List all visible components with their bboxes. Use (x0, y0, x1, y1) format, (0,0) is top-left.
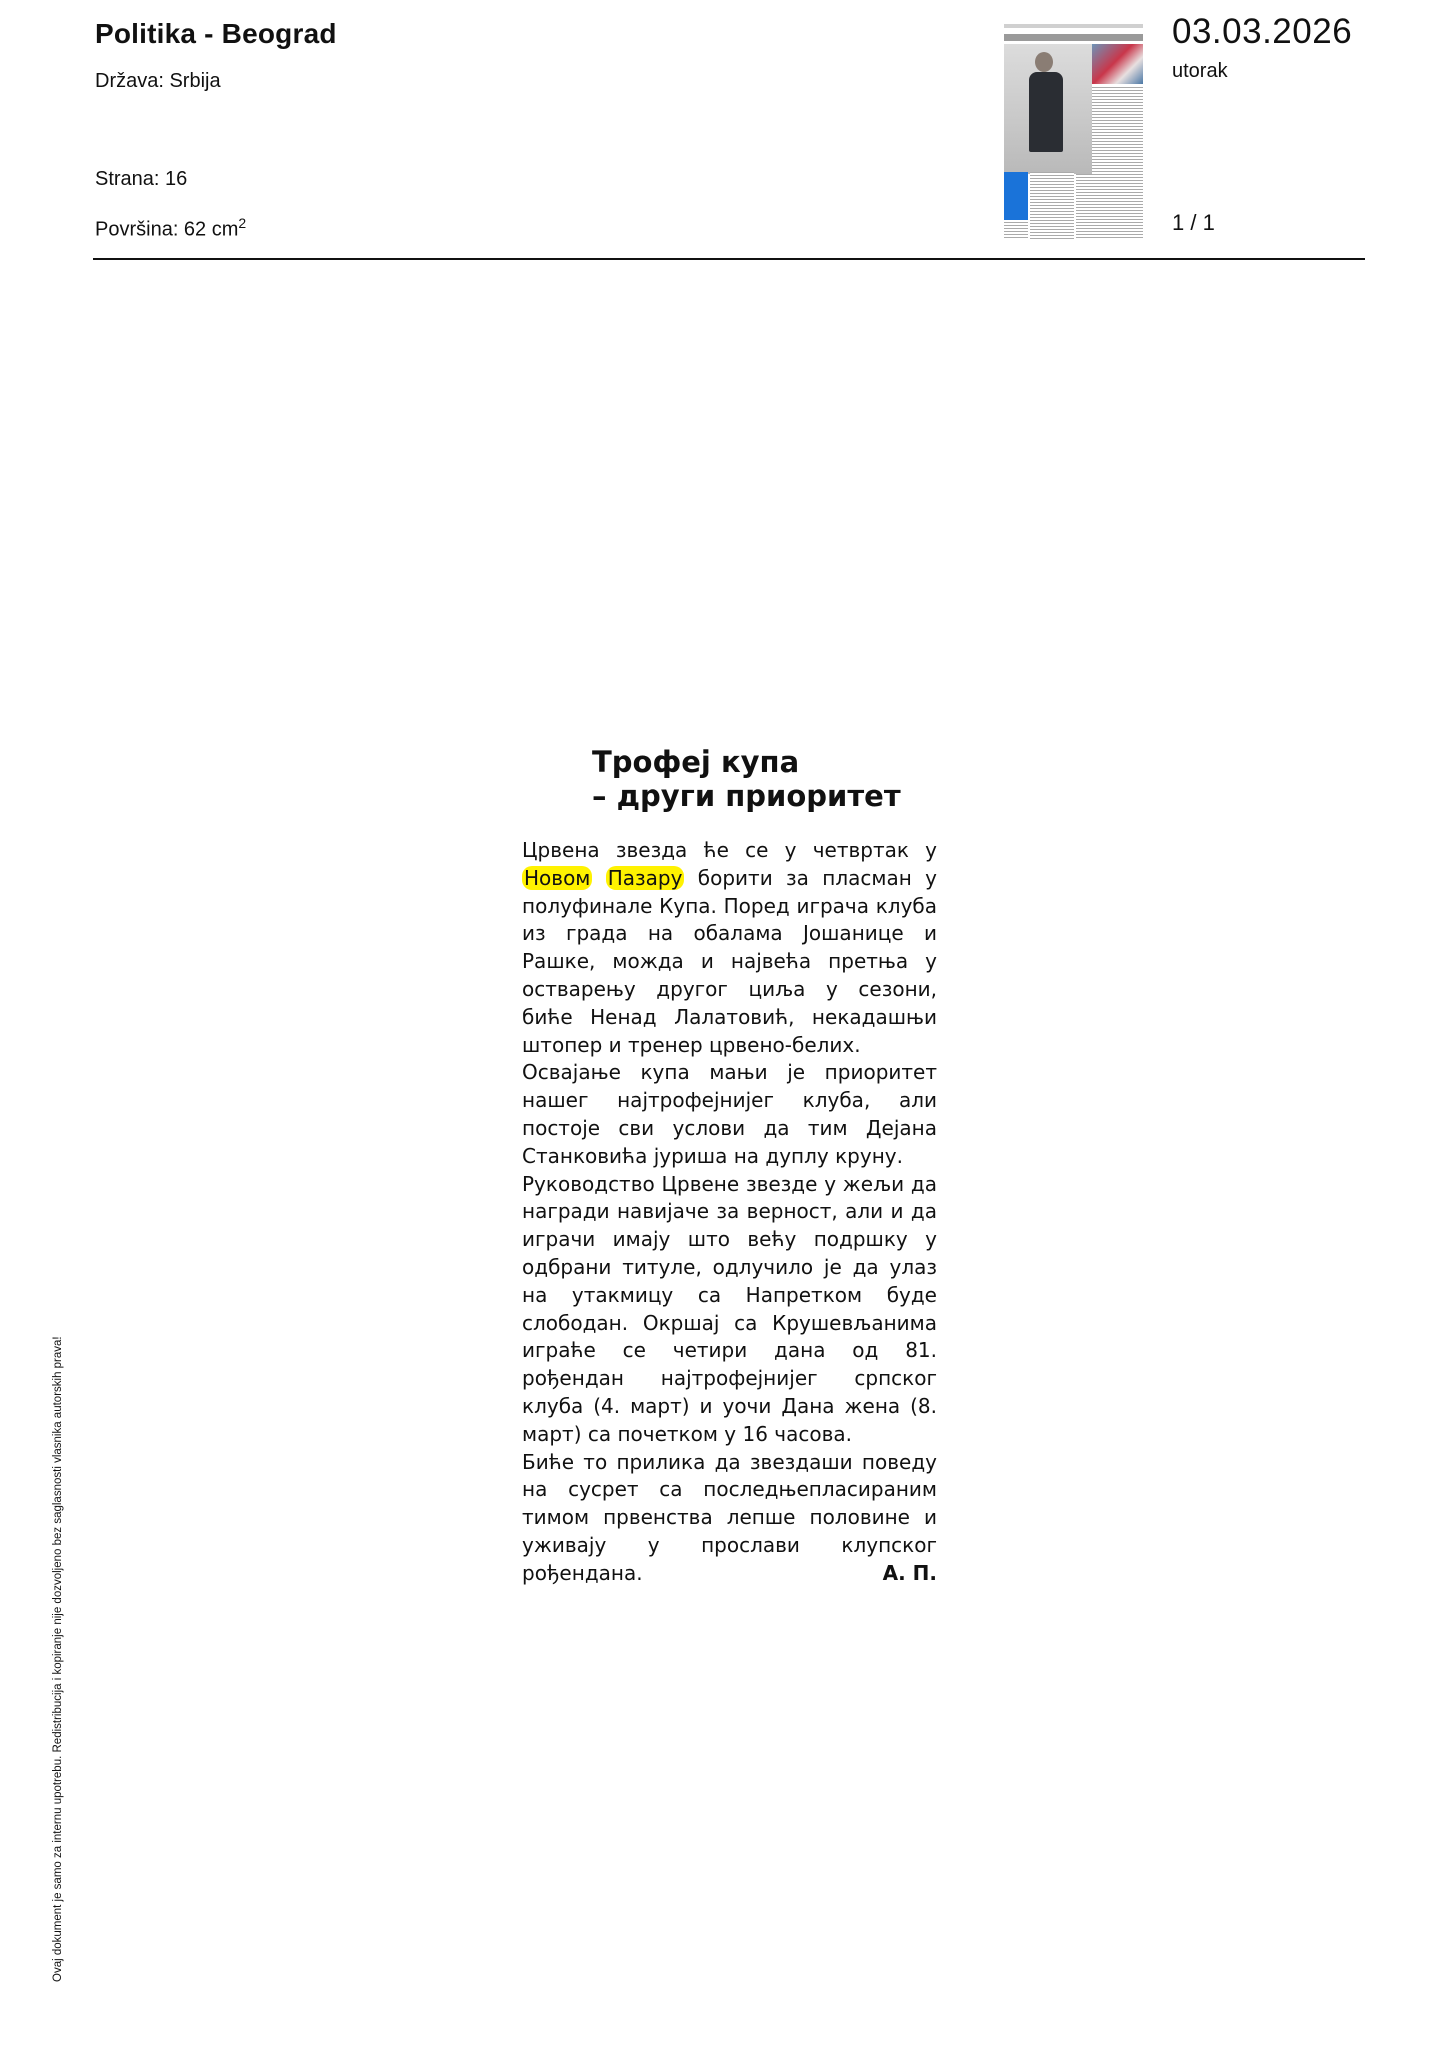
article-paragraph: Руководство Црвене звезде у жељи да награди навијаче за верност, али и да играчи имају што већу подршку у одбрани титуле, одлучило је да улаз на утакмицу са Напретком буде слободан. Окршај са Крушевљанима играће се четири дана од 81. рођендан најтрофејнијег српског клуба (4. март) и уочи Дана жена (8. март) са почетком у 16 часова. (522, 1171, 937, 1446)
thumbnail-person-head (1035, 52, 1053, 72)
page-counter: 1 / 1 (1172, 210, 1215, 235)
thumbnail-headline (1004, 34, 1143, 41)
article-title (592, 745, 937, 813)
thumbnail-masthead (1004, 24, 1143, 28)
article-title-line2: – други приоритет (592, 779, 901, 813)
paragraph-text: Биће то прилика да звездаши поведу на сусрет са последњепласираним тимом првенства лепше половине и уживају у прослави клупског рођендана. (522, 1449, 937, 1585)
area-text: Površina: 62 cm (95, 218, 239, 241)
thumbnail-person-body (1029, 72, 1063, 152)
article-paragraph: Освајање купа мањи је приоритет нашег најтрофејнијег клуба, али постоје сви услови да тим Дејана Станковића јуриша на дуплу круну. (522, 1060, 937, 1168)
highlighted-term: Пазару (607, 865, 683, 890)
issue-date: 03.03.2026 (1172, 12, 1353, 51)
article (522, 745, 937, 1588)
highlighted-term: Новом (524, 865, 591, 890)
thumbnail-text-column (1092, 87, 1143, 172)
legal-notice: Ovaj dokument je samo za internu upotrebu. Redistribucija i kopiranje nije dozvoljeno bez saglasnosti vlasnika autorskih prava! (52, 1336, 64, 1982)
country-label: Država: Srbija (95, 70, 221, 92)
article-title-line1: Трофеј купа (592, 745, 800, 779)
article-paragraph (522, 837, 937, 1059)
paragraph-text: борити за пласман у полуфинале Купа. Поред играча клуба из града на обалама Јошанице и Рашке, можда и највећа претња у остварењу другог циља у сезони, биће Ненад Лалатовић, некадашњи штопер и тренер црвено-белих. (522, 865, 937, 1057)
article-body (522, 837, 937, 1588)
thumbnail-text-column (1030, 172, 1074, 240)
newspaper-page-thumbnail (1002, 22, 1145, 242)
paragraph-text (592, 866, 605, 890)
thumbnail-text-column (1076, 174, 1143, 240)
page-number-label: Strana: 16 (95, 168, 188, 190)
publication-title: Politika - Beograd (95, 18, 337, 49)
article-signature: А. П. (882, 1560, 937, 1585)
area-label (95, 215, 246, 242)
area-superscript: 2 (238, 215, 247, 231)
thumbnail-text-column (1004, 222, 1028, 240)
issue-weekday: utorak (1172, 60, 1228, 82)
article-paragraph (522, 1449, 937, 1588)
paragraph-text: Црвена звезда ће се у четвртак у (522, 838, 937, 862)
header-divider (93, 258, 1365, 260)
thumbnail-blue-box (1004, 172, 1028, 220)
thumbnail-sport-photo (1092, 44, 1143, 84)
